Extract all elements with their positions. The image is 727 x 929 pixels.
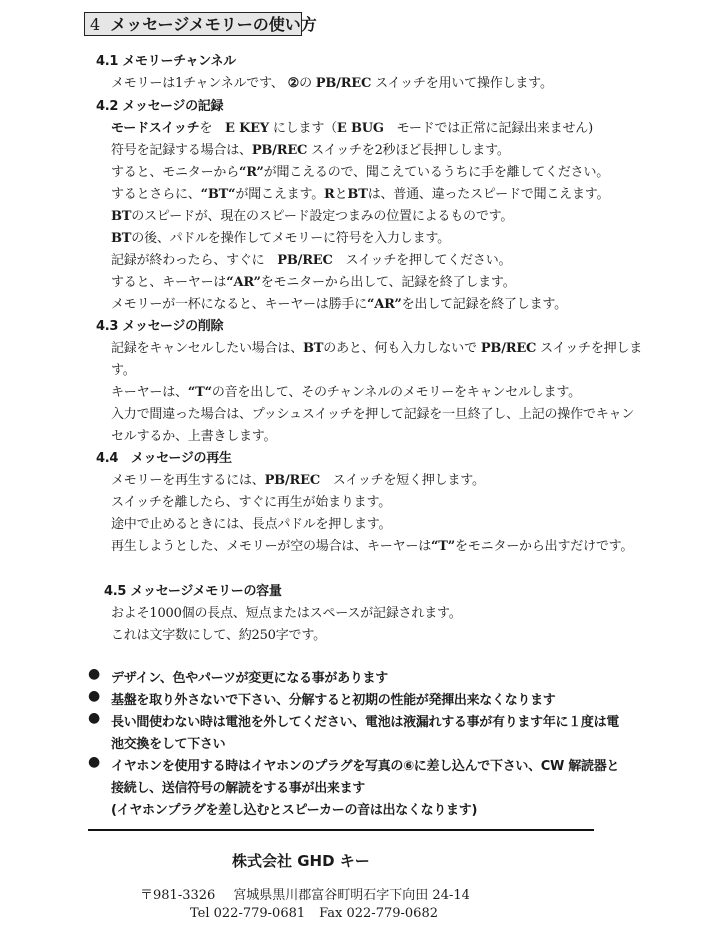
paragraph-line: モードスイッチを E KEY にします（E BUG モードでは正常に記録出来ません) — [111, 121, 593, 136]
bullet-icon: ● — [88, 754, 101, 770]
paragraph-line: 記録をキャンセルしたい場合は、BTのあと、何も入力しないで PB/REC スイッチを押しま — [111, 341, 643, 356]
paragraph-line: 記録が終わったら、すぐに PB/REC スイッチを押してください。 — [111, 253, 512, 268]
paragraph-line: セルするか、上書きします。 — [111, 429, 277, 444]
company-name: 株式会社 GHD キー — [232, 852, 370, 870]
bullet-icon: ● — [88, 688, 101, 704]
section-heading-4-1: 4.1 メモリーチャンネル — [96, 54, 236, 69]
paragraph-line: 途中で止めるときには、長点パドルを押します。 — [111, 517, 392, 532]
postal-address — [140, 884, 470, 903]
paragraph-line: メモリーは1チャンネルです、 ②の PB/REC スイッチを用いて操作します。 — [111, 76, 553, 91]
paragraph-line: するとさらに、“BT“が聞こえます。RとBTは、普通、違ったスピードで聞こえます。 — [111, 187, 610, 202]
paragraph-line: 再生しようとした、メモリーが空の場合は、キーヤーは“T”をモニターから出すだけです。 — [111, 539, 634, 554]
section-heading-4-3: 4.3 メッセージの削除 — [96, 319, 224, 334]
bullet-icon: ● — [88, 666, 101, 682]
paragraph-line: メモリーが一杯になると、キーヤーは勝手に“AR”を出して記録を終了します。 — [111, 297, 567, 312]
note-line: 長い間使わない時は電池を外してください、電池は液漏れする事が有ります年に１度は電 — [111, 715, 620, 730]
fax: Fax 022-779-0682 — [319, 906, 438, 921]
postal-code: 〒981-3326 — [140, 888, 216, 903]
page-title — [84, 12, 317, 36]
contact-line — [190, 906, 438, 921]
paragraph-line: す。 — [111, 363, 136, 378]
note-line: イヤホンを使用する時はイヤホンのプラグを写真の⑥に差し込んで下さい、CW 解読器と — [111, 759, 620, 774]
paragraph-line: BTの後、パドルを操作してメモリーに符号を入力します。 — [111, 231, 450, 246]
address: 宮城県黒川郡富谷町明石字下向田 24-14 — [233, 888, 470, 903]
note-line: デザイン、色やパーツが変更になる事があります — [111, 671, 388, 686]
divider — [88, 829, 594, 831]
note-line: (イヤホンプラグを差し込むとスピーカーの音は出なくなります) — [111, 803, 478, 818]
paragraph-line: これは文字数にして、約250字です。 — [111, 628, 326, 643]
paragraph-line: メモリーを再生するには、PB/REC スイッチを短く押します。 — [111, 473, 485, 488]
title-number: 4 — [90, 15, 101, 34]
paragraph-line: BTのスピードが、現在のスピード設定つまみの位置によるものです。 — [111, 209, 514, 224]
paragraph-line: 入力で間違った場合は、プッシュスイッチを押して記録を一旦終了し、上記の操作でキャン — [111, 407, 635, 422]
paragraph-line: 符号を記録する場合は、PB/REC スイッチを2秒ほど長押しします。 — [111, 143, 510, 158]
section-heading-4-5: 4.5 メッセージメモリーの容量 — [104, 584, 282, 599]
tel: Tel 022-779-0681 — [190, 906, 306, 921]
paragraph-line: すると、キーヤーは“AR”をモニターから出して、記録を終了します。 — [111, 275, 516, 290]
bullet-icon: ● — [88, 710, 101, 726]
section-heading-4-4: 4.4 メッセージの再生 — [96, 451, 232, 466]
paragraph-line: すると、モニターから“R”が聞こえるので、聞こえているうちに手を離してください。 — [111, 165, 610, 180]
paragraph-line: キーヤーは、“T“の音を出して、そのチャンネルのメモリーをキャンセルします。 — [111, 385, 581, 400]
title-text: メッセージメモリーの使い方 — [110, 15, 317, 34]
note-line: 池交換をして下さい — [111, 737, 226, 752]
paragraph-line: およそ1000個の長点、短点またはスペースが記録されます。 — [111, 606, 462, 621]
note-line: 基盤を取り外さないで下さい、分解すると初期の性能が発揮出来なくなります — [111, 693, 556, 708]
paragraph-line: スイッチを離したら、すぐに再生が始まります。 — [111, 495, 392, 510]
note-line: 接続し、送信符号の解読をする事が出来ます — [111, 781, 366, 796]
circled-2-icon: ② — [287, 76, 300, 91]
section-heading-4-2: 4.2 メッセージの記録 — [96, 99, 224, 114]
